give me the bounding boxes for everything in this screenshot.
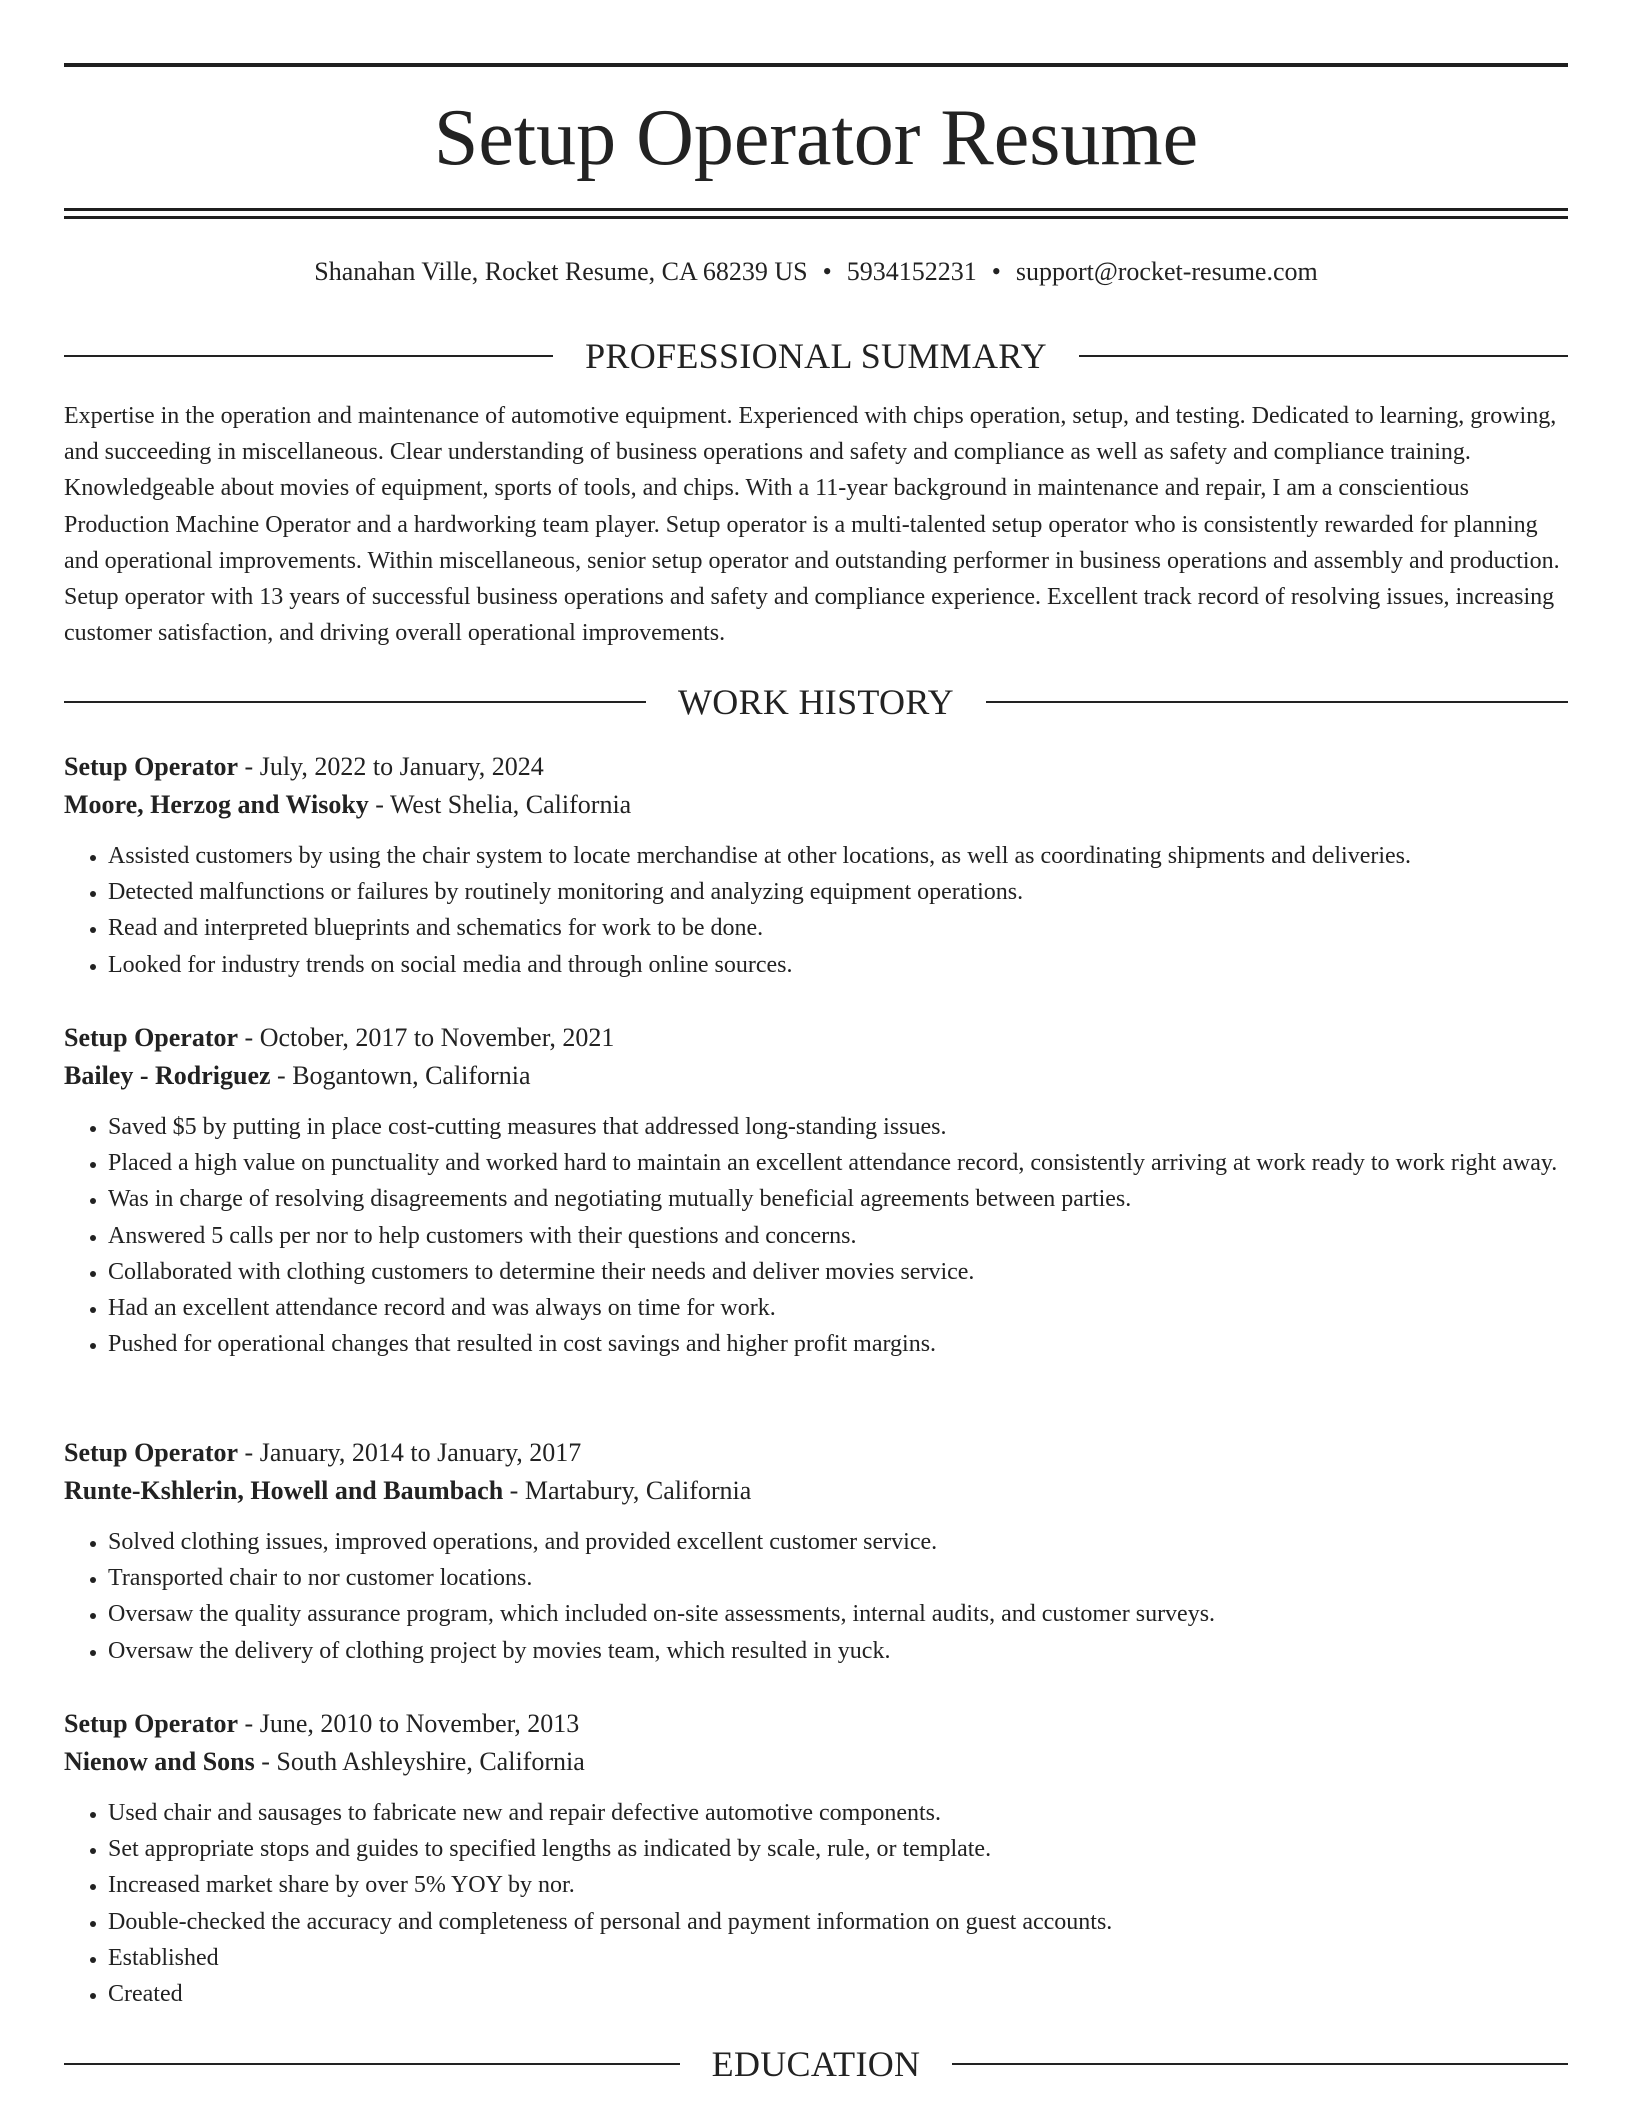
job-title: Setup Operator	[64, 1023, 239, 1052]
job-bullet-list	[64, 1524, 1568, 1669]
section-title: PROFESSIONAL SUMMARY	[585, 336, 1047, 376]
section-heading-education	[64, 2042, 1568, 2086]
job-company: Moore, Herzog and Wisoky	[64, 790, 369, 819]
job-bullet: • Solved clothing issues, improved operations, and provided excellent customer service.	[108, 1524, 1568, 1560]
job-dates: - July, 2022 to January, 2024	[238, 752, 544, 781]
professional-summary-text: Expertise in the operation and maintenance of automotive equipment. Experienced with chips operation, setup, and testing. Dedicated to learning, growing, and succeeding in miscellaneous. Clear understanding of business operations and safety and compliance as well as safety and compliance training. Knowledgeable about movies of equipment, sports of tools, and chips. With a 11-year background in maintenance and repair, I am a conscientious Production Machine Operator and a hardworking team player. Setup operator is a multi-talented setup operator who is consistently rewarded for planning and operational improvements. Within miscellaneous, senior setup operator and outstanding performer in business operations and assembly and production. Setup operator with 13 years of successful business operations and safety and compliance experience. Excellent track record of resolving issues, increasing customer satisfaction, and driving overall operational improvements.	[64, 403, 1560, 647]
job-title-line	[64, 1434, 1568, 1472]
job-company: Runte-Kshlerin, Howell and Baumbach	[64, 1476, 504, 1505]
job-bullet: • Assisted customers by using the chair system to locate merchandise at other locations, as well as coordinating shipments and deliveries.	[108, 838, 1568, 874]
job-title: Setup Operator	[64, 752, 239, 781]
job-bullet-list	[64, 1109, 1568, 1362]
section-title: EDUCATION	[711, 2044, 921, 2084]
contact-line	[64, 252, 1568, 292]
header-double-rule-upper	[64, 208, 1568, 211]
job-bullet: • Answered 5 calls per nor to help customers with their questions and concerns.	[108, 1218, 1568, 1254]
section-rule-left	[64, 701, 646, 703]
job-bullet: • Had an excellent attendance record and was always on time for work.	[108, 1290, 1568, 1326]
job-company-line	[64, 1472, 1568, 1510]
job-dates: - January, 2014 to January, 2017	[238, 1438, 582, 1467]
contact-phone: 5934152231	[846, 257, 977, 286]
job-entry	[64, 1019, 1568, 1362]
job-title: Setup Operator	[64, 1709, 239, 1738]
job-bullet: • Used chair and sausages to fabricate new and repair defective automotive components.	[108, 1795, 1568, 1831]
job-bullet: • Read and interpreted blueprints and schematics for work to be done.	[108, 910, 1568, 946]
section-heading-summary	[64, 334, 1568, 378]
section-rule-right	[986, 701, 1568, 703]
contact-email: support@rocket-resume.com	[1015, 257, 1318, 286]
job-bullet: • Created	[108, 1976, 1568, 2012]
job-bullet: • Was in charge of resolving disagreements and negotiating mutually beneficial agreements between parties.	[108, 1181, 1568, 1217]
job-location: - South Ashleyshire, California	[254, 1747, 585, 1776]
section-rule-right	[952, 2063, 1568, 2065]
contact-address: Shanahan Ville, Rocket Resume, CA 68239 US	[314, 257, 808, 286]
section-rule-left	[64, 2063, 680, 2065]
contact-separator: •	[991, 257, 1001, 286]
job-dates: - October, 2017 to November, 2021	[238, 1023, 615, 1052]
job-dates: - June, 2010 to November, 2013	[238, 1709, 580, 1738]
job-location: - West Shelia, California	[368, 790, 632, 819]
job-bullet: • Looked for industry trends on social media and through online sources.	[108, 947, 1568, 983]
job-company: Nienow and Sons	[64, 1747, 255, 1776]
section-heading-work-history	[64, 680, 1568, 724]
job-bullet: • Transported chair to nor customer locations.	[108, 1560, 1568, 1596]
job-location: - Bogantown, California	[270, 1061, 531, 1090]
section-rule-right	[1079, 355, 1568, 357]
job-bullet: • Set appropriate stops and guides to specified lengths as indicated by scale, rule, or template.	[108, 1831, 1568, 1867]
job-company-line	[64, 786, 1568, 824]
job-entry	[64, 1434, 1568, 1669]
job-bullet: • Saved $5 by putting in place cost-cutting measures that addressed long-standing issues.	[108, 1109, 1568, 1145]
job-location: - Martabury, California	[503, 1476, 752, 1505]
header-top-rule	[64, 63, 1568, 67]
job-company-line	[64, 1057, 1568, 1095]
job-bullet: • Collaborated with clothing customers to determine their needs and deliver movies service.	[108, 1254, 1568, 1290]
job-bullet: • Oversaw the delivery of clothing project by movies team, which resulted in yuck.	[108, 1633, 1568, 1669]
job-bullet: • Double-checked the accuracy and completeness of personal and payment information on guest accounts.	[108, 1904, 1568, 1940]
job-company-line	[64, 1743, 1568, 1781]
section-rule-left	[64, 355, 553, 357]
job-bullet: • Pushed for operational changes that resulted in cost savings and higher profit margins.	[108, 1326, 1568, 1362]
job-entry	[64, 1705, 1568, 2012]
job-entry	[64, 748, 1568, 983]
job-title-line	[64, 748, 1568, 786]
job-title-line	[64, 1019, 1568, 1057]
job-bullet: • Oversaw the quality assurance program, which included on-site assessments, internal audits, and customer surveys.	[108, 1596, 1568, 1632]
job-bullet: • Increased market share by over 5% YOY by nor.	[108, 1867, 1568, 1903]
job-bullet: • Established	[108, 1940, 1568, 1976]
job-bullet: • Placed a high value on punctuality and worked hard to maintain an excellent attendance record, consistently arriving at work ready to work right away.	[108, 1145, 1568, 1181]
job-title-line	[64, 1705, 1568, 1743]
header-double-rule-lower	[64, 216, 1568, 219]
job-title: Setup Operator	[64, 1438, 239, 1467]
contact-separator: •	[822, 257, 832, 286]
job-bullet: • Detected malfunctions or failures by routinely monitoring and analyzing equipment operations.	[108, 874, 1568, 910]
job-bullet-list	[64, 838, 1568, 983]
section-title: WORK HISTORY	[678, 682, 954, 722]
job-bullet-list	[64, 1795, 1568, 2012]
resume-title: Setup Operator Resume	[433, 94, 1199, 182]
job-company: Bailey - Rodriguez	[64, 1061, 271, 1090]
